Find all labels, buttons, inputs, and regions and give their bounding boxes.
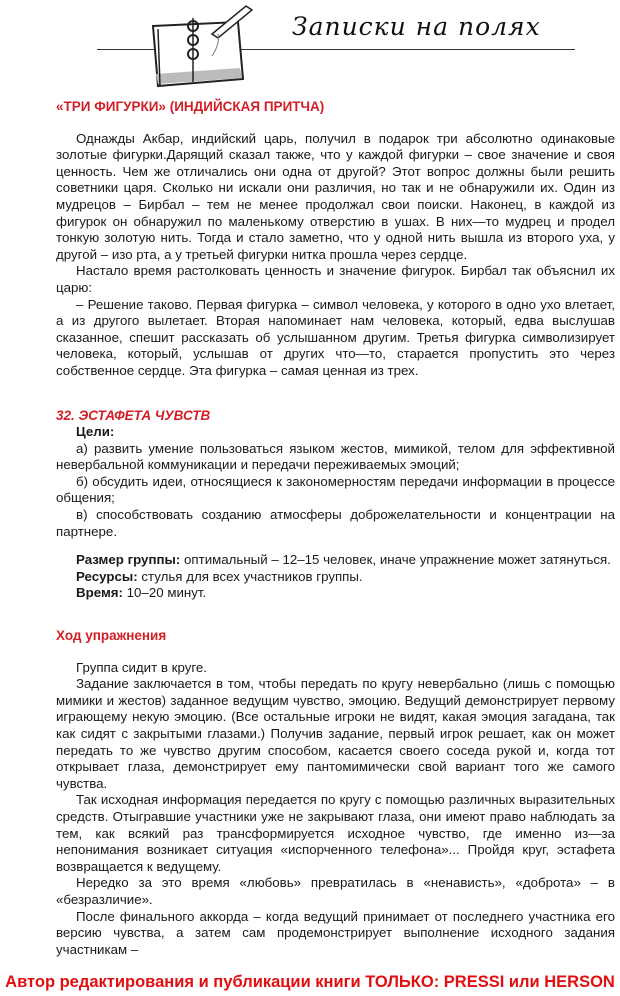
exercise-title: 32. ЭСТАФЕТА ЧУВСТВ [56, 407, 211, 423]
page-header [0, 0, 620, 92]
procedure-title: Ход упражнения [56, 628, 167, 644]
time-value: 10–20 минут. [122, 585, 207, 601]
goal-item: б) обсудить идеи, относящиеся к закономерностям передачи информации в процессе общения; [56, 473, 615, 506]
time [56, 585, 615, 602]
paragraph: – Решение таково. Первая фигурка – символ человека, у которого в одно ухо влетает, а из другого вылетает. Вторая напоминает нам человека, который, едва выслушав сказанное, спешит рассказать об услышанном другим. Третья фигурка символизирует человека, который, услышав от других что—то, старается пропустить это через собственное сердце. Эта фигурка – самая ценная из трех. [56, 296, 615, 378]
group-size [56, 552, 615, 569]
paragraph: Однажды Акбар, индийский царь, получил в подарок три абсолютно одинаковые золотые фигурки.Дарящий сказал также, что у каждой фигурки – свое значение и своя ценность. Чем же отличались они одна от другой? Этот вопрос должны были решить советники царя. Сколько ни искали они различия, но так и не обнаружили их. Один из мудрецов – Бирбал – тем не менее продолжал свои поиски. Наконец, в каждой из фигурок он обнаружил по маленькому отверстию в ушах. В них—то мудрец и продел тонкую золотую нить. Тогда и стало заметно, что у одной нить вышла из второго уха, у другой – изо рта, а у третьей фигурки нитка прошла через сердце. [56, 130, 615, 262]
exercise-section [56, 408, 615, 603]
group-size-label: Размер группы: [76, 552, 181, 568]
procedure-section [56, 628, 615, 958]
paragraph: Настало время растолковать ценность и значение фигурок. Бирбал так объяснил их царю: [56, 263, 615, 295]
paragraph: Задание заключается в том, чтобы передать по кругу невербально (лишь с помощью мимики и жестов) заданное ведущим чувство, эмоцию. Ведущий демонстрирует первому играющему некую эмоцию. (Все остальные игроки не видят, какая эмоция загадана, так как сидят с закрытыми глазами.) Получив задание, первый игрок решает, как он может передать то же чувство другим способом, касается своего соседа рукой и, когда тот открывает глаза, демонстрирует ему пантомимически свой вариант того же самого чувства. [56, 676, 615, 791]
goal-item: а) развить умение пользоваться языком жестов, мимикой, телом для эффективной невербальной коммуникации и передачи переживаемых эмоций; [56, 440, 615, 473]
paragraph: После финального аккорда – когда ведущий принимает от последнего участника его версию чувства, а затем сам продемонстрирует выполнение исходного задания участникам – [56, 908, 615, 957]
group-size-value: оптимальный – 12–15 человек, иначе упражнение может затянуться. [180, 552, 611, 568]
paragraph: Группа сидит в круге. [76, 659, 208, 675]
paragraph: Так исходная информация передается по кругу с помощью различных выразительных средств. Отыгравшие участники уже не закрывают глаза, они имеют право наблюдать за тем, как всякий раз трансформируется исходное чувство, где именно из—за непонимания возникает ситуация «испорченного телефона»... Пройдя круг, эстафета возвращается к ведущему. [56, 792, 615, 874]
header-title: Записки на полях [292, 12, 541, 41]
paragraph: Нередко за это время «любовь» превратилась в «ненависть», «доброта» – в «безразличие». [56, 875, 615, 907]
resources-label: Ресурсы: [76, 568, 138, 584]
goal-item: в) способствовать созданию атмосферы доброжелательности и концентрации на партнере. [56, 507, 615, 539]
parable-section [56, 99, 615, 380]
resources [56, 569, 615, 586]
parable-title: «ТРИ ФИГУРКИ» (ИНДИЙСКАЯ ПРИТЧА) [56, 99, 325, 114]
time-label: Время: [76, 585, 123, 601]
goals-label: Цели: [76, 424, 115, 440]
resources-value: стулья для всех участников группы. [137, 568, 363, 584]
footer-notice: Автор редактирования и публикации книги ТОЛЬКО: PRESSI или HERSON [5, 973, 615, 992]
notebook-quill-icon [148, 4, 258, 94]
